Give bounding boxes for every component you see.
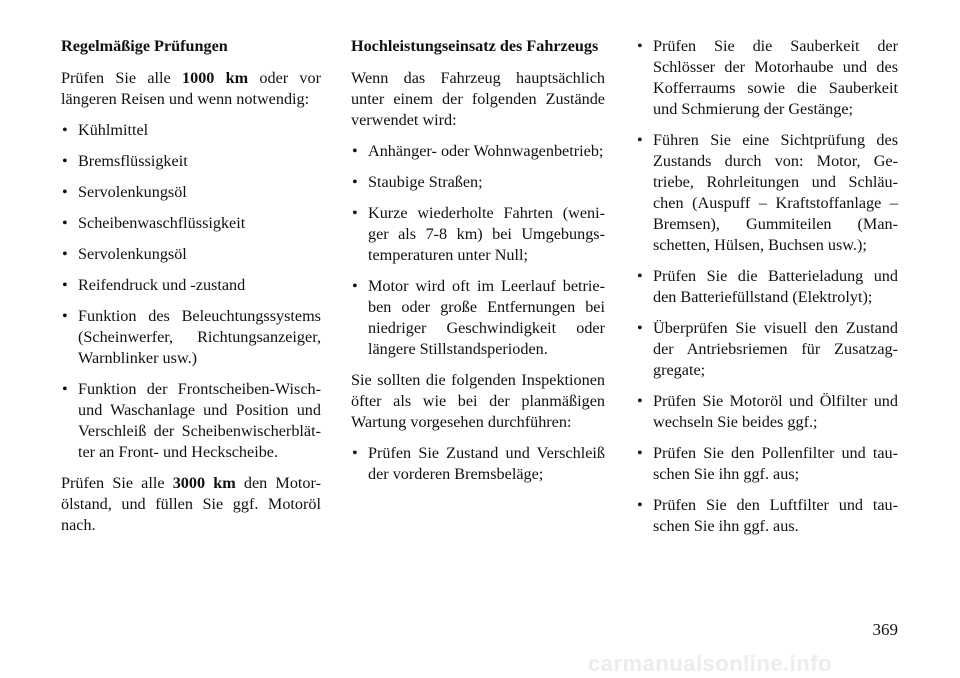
list-item: • Servolenkungsöl (61, 182, 321, 203)
intro-text-end: oder vor längeren Reisen und wenn notwendig: (61, 69, 321, 108)
intro-paragraph (61, 68, 321, 110)
list-item: • Prüfen Sie die Batterieladung und den Batteriefüllstand (Elektrolyt); (636, 266, 898, 308)
list-item: • Führen Sie eine Sichtprüfung des Zustands durch von: Motor, Ge- triebe, Rohrleitungen und Schläu- chen (Auspuff – Kraftstoffanlage – Bremsen), Gummiteilen (Man- schetten, Hülsen, Buchsen usw.); (636, 130, 898, 256)
column-middle (351, 36, 605, 495)
list-item: • Funktion der Frontscheiben-Wisch- und Waschanlage und Position und Verschleiß der Scheibenwischerblät- ter an Front- und Heckscheibe. (61, 379, 321, 463)
list-item: • Überprüfen Sie visuell den Zustand der Antriebsriemen für Zusatzag- gregate; (636, 318, 898, 381)
inspections-list-continued (636, 36, 898, 537)
conditions-intro: Wenn das Fahrzeug hauptsächlich unter einem der folgenden Zustände verwendet wird: (351, 69, 605, 129)
interval-1000km: 1000 km (182, 69, 249, 87)
list-item: • Prüfen Sie den Pollenfilter und tau- schen Sie ihn ggf. aus; (636, 443, 898, 485)
inspections-intro: Sie sollten die folgenden Inspektionen öfter als wie bei der planmäßigen Wartung vorgesehen durchführen: (351, 371, 605, 431)
list-item: • Reifendruck und -zustand (61, 275, 321, 296)
section-heading-heavy-duty: Hochleistungseinsatz des Fahrzeugs (351, 37, 599, 55)
watermark: carmanualsonline.info (588, 651, 832, 676)
section-heading-regular-checks: Regelmäßige Prüfungen (61, 37, 228, 55)
list-item: • Prüfen Sie Zustand und Verschleiß der vorderen Bremsbeläge; (351, 443, 605, 485)
list-item: • Prüfen Sie Motoröl und Ölfilter und wechseln Sie beides ggf.; (636, 391, 898, 433)
column-left (61, 36, 321, 546)
check-list (61, 120, 321, 463)
conditions-list (351, 141, 605, 360)
list-item: • Kurze wiederholte Fahrten (weni- ger als 7-8 km) bei Umgebungs- temperaturen unter Null; (351, 203, 605, 266)
page-number: 369 (872, 620, 898, 639)
list-item: • Prüfen Sie die Sauberkeit der Schlösser der Motorhaube und des Kofferraums sowie die Sauberkeit und Schmierung der Gestänge; (636, 36, 898, 120)
list-item: • Servolenkungsöl (61, 244, 321, 265)
list-item: • Staubige Straßen; (351, 172, 605, 193)
list-item: • Motor wird oft im Leerlauf betrie- ben oder große Entfernungen bei niedriger Geschwindigkeit oder längere Stillstandsperioden. (351, 276, 605, 360)
list-item: • Funktion des Beleuchtungssystems (Scheinwerfer, Richtungsanzeiger, Warnblinker usw.) (61, 306, 321, 369)
list-item: • Kühlmittel (61, 120, 321, 141)
outro-text-end: den Motor- ölstand, und füllen Sie ggf. Motoröl nach. (61, 474, 321, 534)
intro-text-start: Prüfen Sie alle (61, 69, 182, 87)
list-item: • Scheibenwaschflüssigkeit (61, 213, 321, 234)
column-right (636, 36, 898, 547)
list-item: • Bremsflüssigkeit (61, 151, 321, 172)
outro-text-start: Prüfen Sie alle (61, 474, 173, 492)
outro-paragraph (61, 473, 321, 536)
list-item: • Anhänger- oder Wohnwagenbetrieb; (351, 141, 605, 162)
list-item: • Prüfen Sie den Luftfilter und tau- schen Sie ihn ggf. aus. (636, 495, 898, 537)
inspections-list (351, 443, 605, 485)
interval-3000km: 3000 km (172, 474, 236, 492)
